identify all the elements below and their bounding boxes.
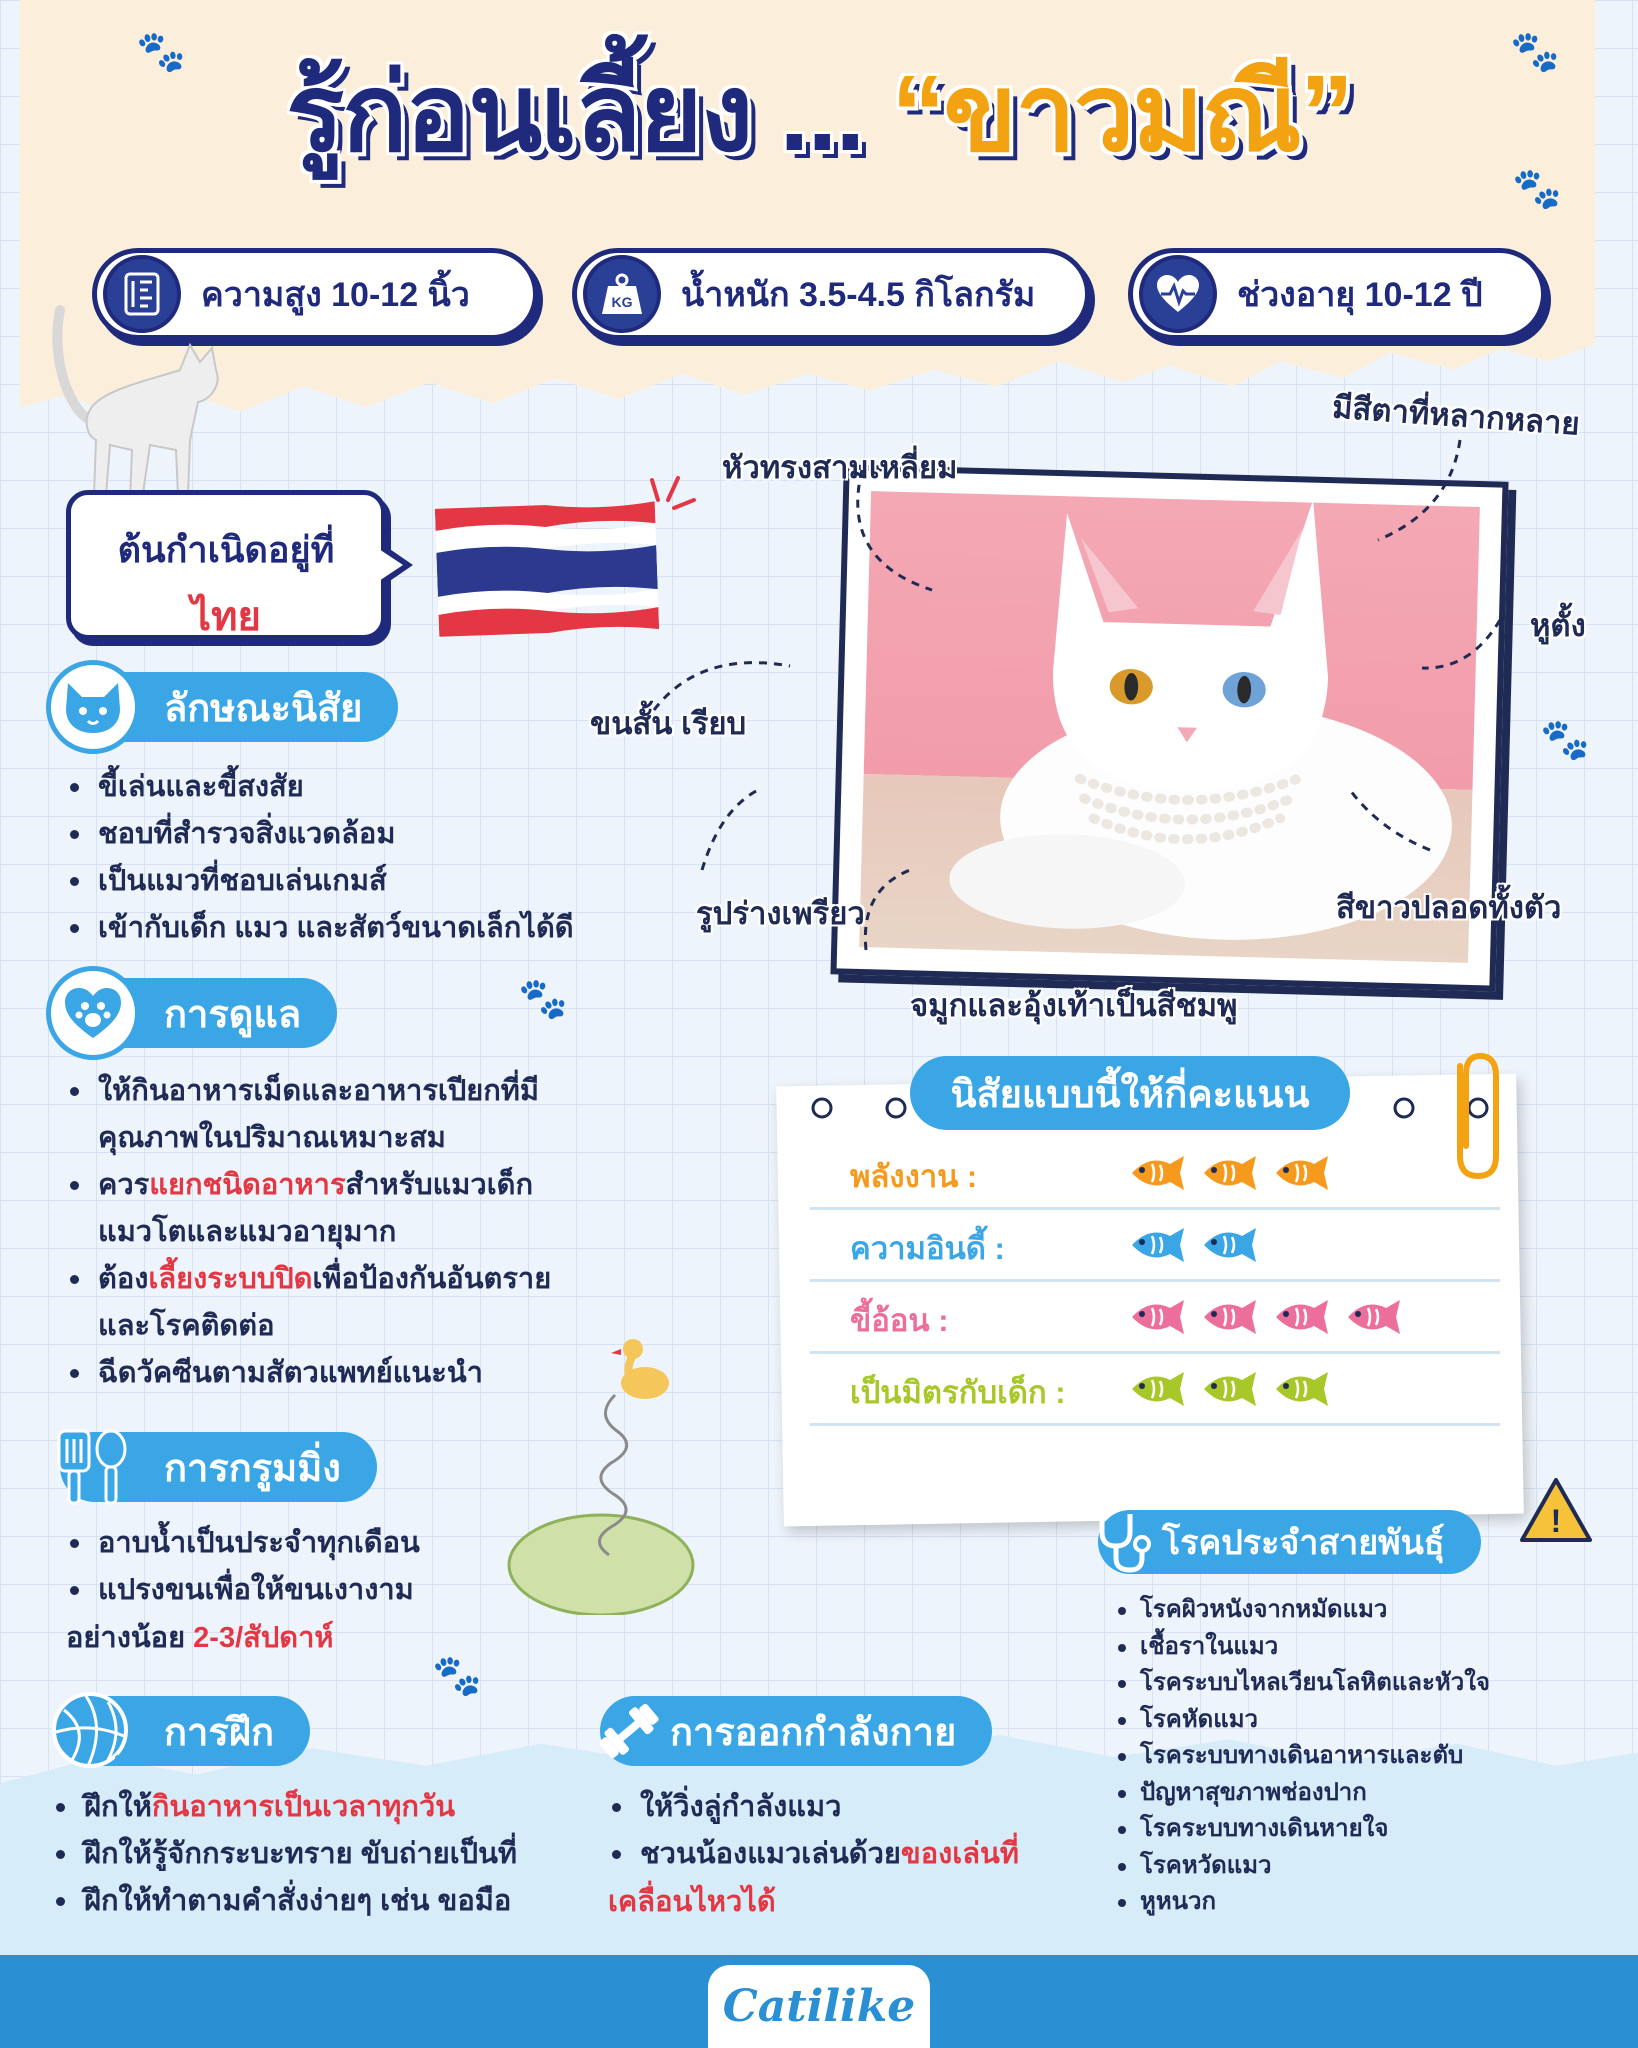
score-row-kid-friendly	[810, 1364, 1500, 1426]
catilike-logo: Catilike	[708, 1965, 930, 2048]
heart-paw-icon	[46, 966, 140, 1060]
list-item: โรคหัดแมว	[1114, 1702, 1490, 1739]
list-item: ต้องเลี้ยงระบบปิดเพื่อป้องกันอันตราย	[66, 1256, 551, 1303]
paw-print-icon: 🐾	[1540, 717, 1590, 763]
heartbeat-icon	[1139, 255, 1217, 333]
score-label: ขี้อ้อน :	[850, 1303, 949, 1338]
care-title: การดูแล	[164, 993, 302, 1036]
fish-icon	[1272, 1152, 1330, 1194]
fish-rating	[1128, 1152, 1330, 1194]
score-label: เป็นมิตรกับเด็ก :	[850, 1375, 1066, 1410]
fish-icon	[1128, 1152, 1186, 1194]
origin-label: ต้นกำเนิดอยู่ที่	[117, 529, 335, 570]
list-item: เชื้อราในแมว	[1114, 1629, 1490, 1666]
score-label: พลังงาน :	[850, 1159, 978, 1194]
callout-body: รูปร่างเพรียว	[696, 896, 865, 931]
weight-kg-icon	[583, 255, 661, 333]
score-row-independence	[810, 1220, 1500, 1282]
training-title: การฝึก	[164, 1711, 275, 1754]
fish-icon	[1200, 1296, 1258, 1338]
weight-text: น้ำหนัก 3.5-4.5 กิโลกรัม	[681, 276, 1036, 314]
list-item-continued: คุณภาพในปริมาณเหมาะสม	[98, 1122, 446, 1154]
list-item-continued: แมวโตและแมวอายุมาก	[98, 1216, 397, 1248]
exercise-list	[608, 1784, 1019, 1924]
list-item: ฝึกให้รู้จักกระบะทราย ขับถ่ายเป็นที่	[52, 1831, 517, 1878]
paw-print-icon: 🐾	[1512, 166, 1562, 212]
list-item: ชวนน้องแมวเล่นด้วยของเล่นที่	[608, 1831, 1019, 1878]
fish-icon	[1272, 1368, 1330, 1410]
dumbbell-icon	[592, 1694, 666, 1768]
list-item: ให้กินอาหารเม็ดและอาหารเปียกที่มี	[66, 1068, 551, 1115]
svg-text:KG: KG	[611, 294, 633, 310]
title-part-1: รู้ก่อนเลี้ยง ...	[286, 52, 864, 173]
disease-list	[1114, 1592, 1490, 1921]
callout-color: สีขาวปลอดทั้งตัว	[1336, 890, 1562, 925]
cat-face-icon	[46, 660, 140, 754]
paw-print-icon: 🐾	[432, 1653, 482, 1699]
list-item-continued: เคลื่อนไหวได้	[608, 1886, 776, 1918]
fish-rating	[1128, 1296, 1402, 1338]
paw-print-icon: 🐾	[136, 29, 186, 75]
yarn-ball-icon	[46, 1686, 138, 1778]
temperament-title: ลักษณะนิสัย	[164, 687, 363, 730]
paw-print-icon: 🐾	[518, 976, 568, 1022]
list-item-continued: และโรคติดต่อ	[98, 1310, 275, 1342]
fish-rating	[1128, 1224, 1258, 1266]
warning-icon	[1518, 1476, 1594, 1546]
title-part-2: “ขาวมณี”	[891, 52, 1352, 173]
exercise-title: การออกกำลังกาย	[670, 1711, 957, 1754]
list-item: ปัญหาสุขภาพช่องปาก	[1114, 1775, 1490, 1812]
list-item: ฝึกให้กินอาหารเป็นเวลาทุกวัน	[52, 1784, 517, 1831]
lifespan-stat	[1128, 248, 1546, 340]
cat-figure-icon	[40, 300, 230, 510]
list-item: หูหนวก	[1114, 1884, 1490, 1921]
origin-value: ไทย	[191, 595, 261, 639]
fish-icon	[1272, 1296, 1330, 1338]
height-text: ความสูง 10-12 นิ้ว	[201, 276, 470, 314]
list-item: โรคผิวหนังจากหมัดแมว	[1114, 1592, 1490, 1629]
list-item: ฉีดวัคซีนตามสัตวแพทย์แนะนำ	[66, 1350, 551, 1397]
disease-title: โรคประจำสายพันธุ์	[1162, 1524, 1445, 1562]
callout-eye-color: มีสีตาที่หลากหลาย	[1331, 389, 1581, 442]
list-item: เข้ากับเด็ก แมว และสัตว์ขนาดเล็กได้ดี	[66, 905, 574, 952]
care-list	[66, 1068, 551, 1397]
list-item: โรคระบบทางเดินอาหารและตับ	[1114, 1738, 1490, 1775]
grooming-brush-icon	[46, 1420, 140, 1514]
list-item: โรคหวัดแมว	[1114, 1848, 1490, 1885]
list-item: โรคระบบไหลเวียนโลหิตและหัวใจ	[1114, 1665, 1490, 1702]
list-item: อาบน้ำเป็นประจำทุกเดือน	[66, 1520, 420, 1567]
list-item: ควรแยกชนิดอาหารสำหรับแมวเด็ก	[66, 1162, 551, 1209]
list-item-continued: อย่างน้อย 2-3/สัปดาห์	[66, 1622, 334, 1654]
score-row-energy	[810, 1148, 1500, 1210]
list-item: ขี้เล่นและขี้สงสัย	[66, 764, 574, 811]
origin-bubble	[66, 490, 386, 640]
fish-icon	[1200, 1152, 1258, 1194]
temperament-list	[66, 764, 574, 952]
callout-lines	[560, 430, 1638, 990]
list-item: ชอบที่สำรวจสิ่งแวดล้อม	[66, 811, 574, 858]
disease-header	[1098, 1510, 1481, 1574]
callout-head-shape: หัวทรงสามเหลี่ยม	[722, 450, 958, 485]
fish-icon	[1344, 1296, 1402, 1338]
score-label: ความอินดี้ :	[850, 1231, 1005, 1266]
list-item: เป็นแมวที่ชอบเล่นเกมส์	[66, 858, 574, 905]
lifespan-text: ช่วงอายุ 10-12 ปี	[1237, 276, 1483, 314]
svg-text:!: !	[1550, 1503, 1562, 1539]
callout-coat: ขนสั้น เรียบ	[590, 706, 747, 741]
callout-nose-paws: จมูกและอุ้งเท้าเป็นสีชมพู	[910, 988, 1238, 1023]
paw-print-icon: 🐾	[1510, 29, 1560, 75]
grooming-title: การกรูมมิ่ง	[164, 1447, 341, 1490]
callout-ears: หูตั้ง	[1530, 608, 1586, 643]
list-item: โรคระบบทางเดินหายใจ	[1114, 1811, 1490, 1848]
fish-icon	[1128, 1224, 1186, 1266]
fish-icon	[1200, 1368, 1258, 1410]
weight-stat	[572, 248, 1090, 340]
fish-rating	[1128, 1368, 1330, 1410]
training-list	[52, 1784, 517, 1925]
fish-icon	[1200, 1224, 1258, 1266]
score-row-affection	[810, 1292, 1500, 1354]
score-title: นิสัยแบบนี้ให้กี่คะแนน	[910, 1056, 1350, 1130]
list-item: แปรงขนเพื่อให้ขนเงางาม	[66, 1567, 420, 1614]
stethoscope-icon	[1092, 1508, 1154, 1576]
page-title	[0, 48, 1638, 178]
spring-toy-icon	[505, 1335, 715, 1615]
fish-icon	[1128, 1296, 1186, 1338]
list-item: ฝึกให้ทำตามคำสั่งง่ายๆ เช่น ขอมือ	[52, 1878, 517, 1925]
list-item: ให้วิ่งลู่กำลังแมว	[608, 1784, 1019, 1831]
grooming-list	[66, 1520, 420, 1660]
fish-icon	[1128, 1368, 1186, 1410]
